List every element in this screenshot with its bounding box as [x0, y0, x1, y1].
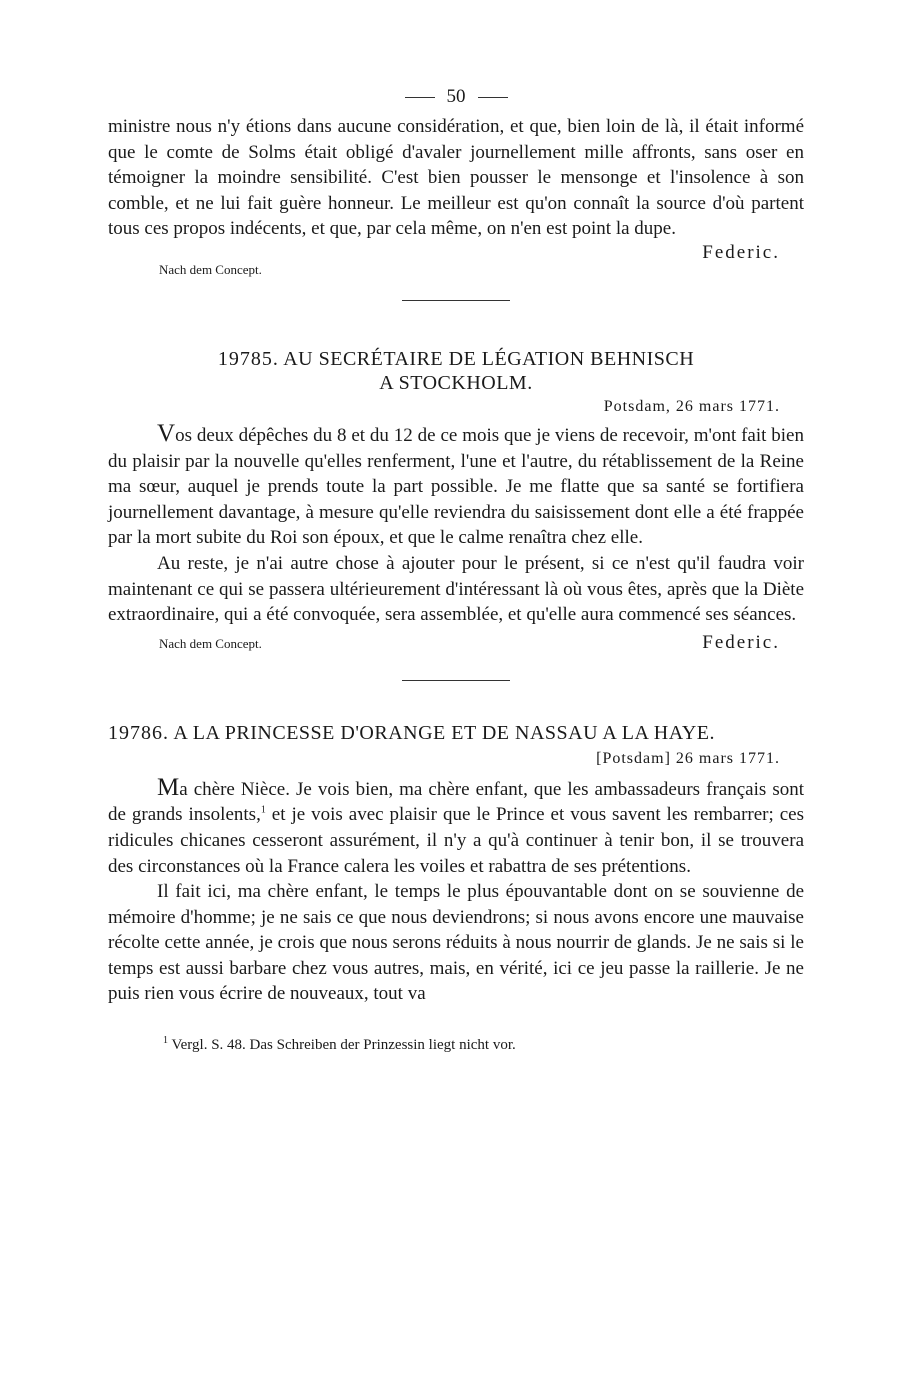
- header-dash-right: [478, 97, 508, 98]
- letter-19785-paragraph-1: [108, 421, 804, 551]
- book-page: [108, 80, 804, 1054]
- section-separator: [402, 300, 510, 301]
- letter-19785-signature: Federic.: [702, 631, 780, 653]
- footnote: [163, 1037, 804, 1054]
- letter-19785-title: AU SECRÉTAIRE DE LÉGATION BEHNISCH: [283, 347, 695, 370]
- letter-19785-footer: [108, 632, 804, 656]
- footnote-reference[interactable]: 1: [260, 804, 266, 816]
- letter-19786-paragraph-1: [108, 775, 804, 879]
- letter-19785-source-note: Nach dem Concept.: [159, 635, 262, 651]
- letter-19786-paragraph-2: Il fait ici, ma chère enfant, le temps le plus épouvantable dont on se souvienne de mémoire d'homme; je ne sais ce que nous deviendrons; si nous avons encore une mauvaise récolte cette année, je crois que nous serons réduits à nous nourrir de glands. Je ne sais si le temps est aussi barbare chez vous autres, mais, en vérité, ici ce jeu passe la raillerie. Je ne puis rien vous écrire de nouveaux, tout va: [108, 881, 804, 1005]
- letter-19786-initial: M: [157, 773, 180, 801]
- continuation-paragraph: ministre nous n'y étions dans aucune considération, et que, bien loin de là, il était informé que le comte de Solms était obligé d'avaler journellement mille affronts, sans oser en témoigner la moindre sensibilité. C'est bien pousser le mensonge et l'insolence à son comble, et ne lui fait guère honneur. Le meilleur est qu'on connaît la source d'où partent tous ces propos indécents, et que, par cela même, on n'en est point la dupe.: [108, 116, 804, 240]
- footnote-marker: 1: [163, 1035, 168, 1047]
- letter-19785-paragraph-2: Au reste, je n'ai autre chose à ajouter pour le présent, si ce n'est qu'il faudra voir maintenant ce qui se passera ultérieurement d'intéressant là où vous êtes, après que la Diète extraordinaire, qui a été convoquée, sera assemblée, et qu'elle aura commencé ses séances.: [108, 552, 804, 626]
- letter-19785-place-date: Potsdam, 26 mars 1771.: [603, 397, 780, 415]
- page-number: 50: [446, 86, 466, 107]
- letter-19785-title-line2: A STOCKHOLM.: [379, 371, 533, 394]
- footnote-text: Vergl. S. 48. Das Schreiben der Prinzessin liegt nicht vor.: [171, 1037, 516, 1054]
- letter-19785-heading: [108, 347, 804, 395]
- letter-19785-number: 19785.: [217, 347, 279, 370]
- letter-19786-title: A LA PRINCESSE D'ORANGE ET DE NASSAU A LA HAYE.: [173, 721, 716, 744]
- continuation-signature-row: [108, 242, 804, 266]
- continuation-signature: Federic.: [702, 241, 780, 263]
- continuation-source-note: Nach dem Concept.: [159, 261, 262, 277]
- letter-19785-initial: V: [157, 419, 176, 447]
- letter-19785-title-line1: [108, 347, 804, 371]
- header-dash-left: [405, 97, 435, 98]
- page-header: [108, 80, 804, 114]
- letter-19785-paragraph-1-text: os deux dépêches du 8 et du 12 de ce mois que je viens de recevoir, m'ont fait bien du plaisir par la nouvelle qu'elles renferment, l'une et l'autre, du rétablissement de la Reine ma sœur, auquel je prends toute la part possible. Je me flatte que sa santé se fortifiera journellement davantage, à mesure qu'elle reviendra du saisissement dont elle a été frappée par la mort subite du Roi son époux, et que le calme renaîtra chez elle.: [108, 424, 804, 549]
- section-separator: [402, 680, 510, 681]
- letter-19786-paragraph-1-text-a: a chère Nièce. Je vois bien, ma chère enfant, que les ambassadeurs français sont de grands insolents,: [108, 778, 804, 826]
- letter-19786-heading: [108, 721, 804, 745]
- letter-19786-place-date: [Potsdam] 26 mars 1771.: [596, 749, 780, 767]
- letter-19786-paragraph-1-text-b: et je vois avec plaisir que le Prince et vous savent les rembarrer; ces ridicules chicanes cesseront assurément, il n'y a qu'à continuer à tenir bon, il se trouvera des circonstances où la France calera les voiles et rabattra de ses prétentions.: [108, 804, 805, 877]
- letter-19786-number: 19786.: [108, 721, 169, 744]
